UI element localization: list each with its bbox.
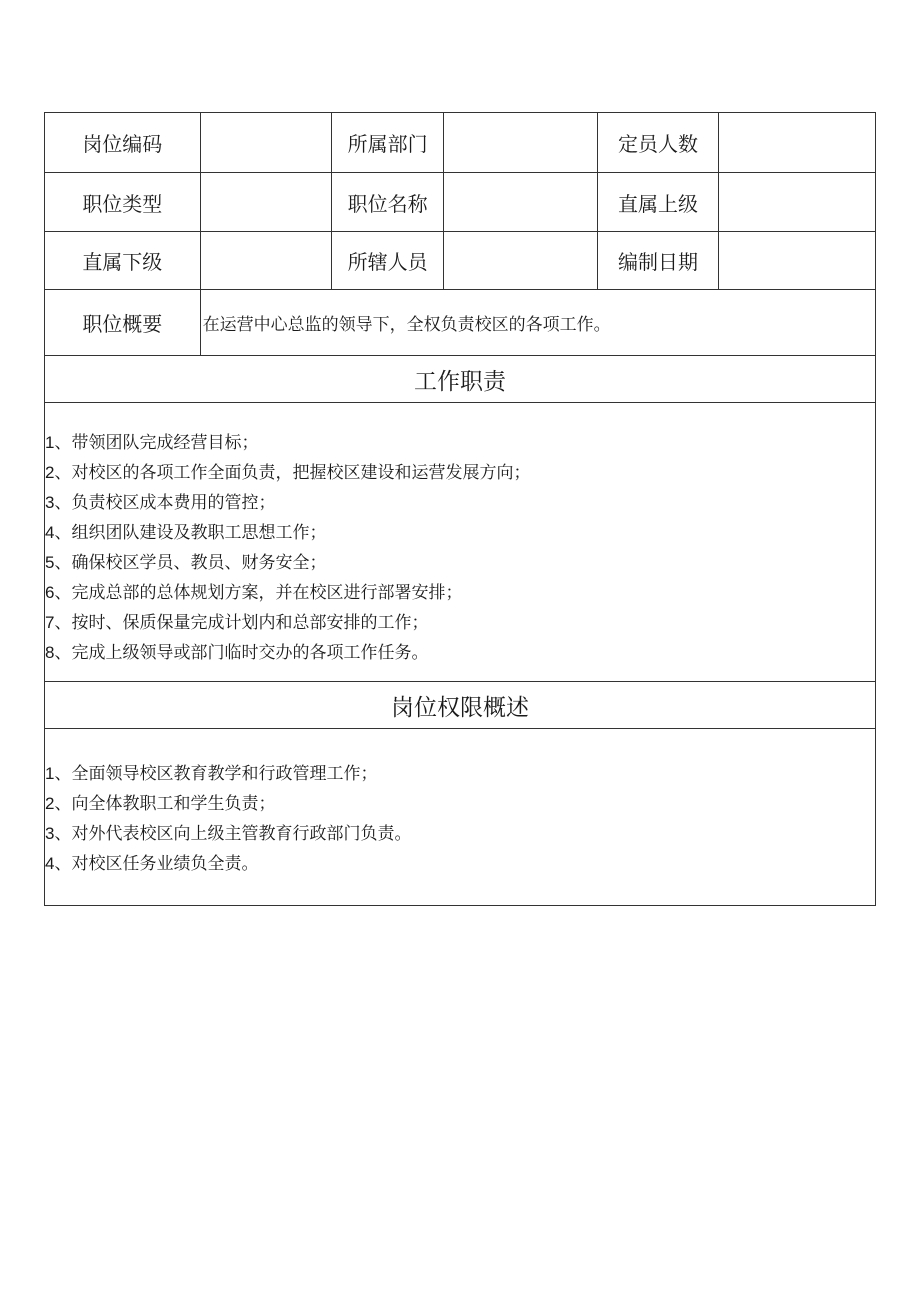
position-type-label: 职位类型 [45,173,201,231]
position-code-label: 岗位编码 [45,113,201,172]
authority-item: 1、全面领导校区教育教学和行政管理工作； [45,764,378,784]
duty-item: 3、负责校区成本费用的管控； [45,493,276,513]
staff-under-value [444,232,598,289]
duties-section-title: 工作职责 [45,356,875,403]
duty-item: 6、完成总部的总体规划方案，并在校区进行部署安排； [45,583,463,603]
department-label: 所属部门 [332,113,444,172]
position-summary-label: 职位概要 [45,290,201,355]
authority-item: 3、对外代表校区向上级主管教育行政部门负责。 [45,824,412,844]
info-row-1 [45,113,875,173]
headcount-label: 定员人数 [598,113,720,172]
position-code-value [201,113,333,172]
direct-subordinate-label: 直属下级 [45,232,201,289]
info-row-2 [45,173,875,232]
info-row-3 [45,232,875,290]
duty-item: 2、对校区的各项工作全面负责，把握校区建设和运营发展方向； [45,463,531,483]
authority-item: 2、向全体教职工和学生负责； [45,794,276,814]
authority-item: 4、对校区任务业绩负全责。 [45,854,259,874]
duty-item: 8、完成上级领导或部门临时交办的各项工作任务。 [45,643,429,663]
department-value [444,113,598,172]
job-description-form [44,112,876,906]
duty-item: 4、组织团队建设及教职工思想工作； [45,523,327,543]
duty-item: 1、带领团队完成经营目标； [45,433,259,453]
direct-superior-label: 直属上级 [598,173,720,231]
direct-subordinate-value [201,232,333,289]
prepared-date-label: 编制日期 [598,232,720,289]
staff-under-label: 所辖人员 [332,232,444,289]
duty-item: 7、按时、保质保量完成计划内和总部安排的工作； [45,613,429,633]
prepared-date-value [719,232,875,289]
position-summary-value: 在运营中心总监的领导下，全权负责校区的各项工作。 [202,315,611,335]
headcount-value [719,113,875,172]
position-name-value [444,173,598,231]
summary-row [45,290,875,356]
duty-item: 5、确保校区学员、教员、财务安全； [45,553,327,573]
direct-superior-value [719,173,875,231]
authority-section-title: 岗位权限概述 [45,682,875,729]
authority-list [45,729,875,905]
position-name-label: 职位名称 [332,173,444,231]
position-type-value [201,173,333,231]
duties-list [45,403,875,682]
